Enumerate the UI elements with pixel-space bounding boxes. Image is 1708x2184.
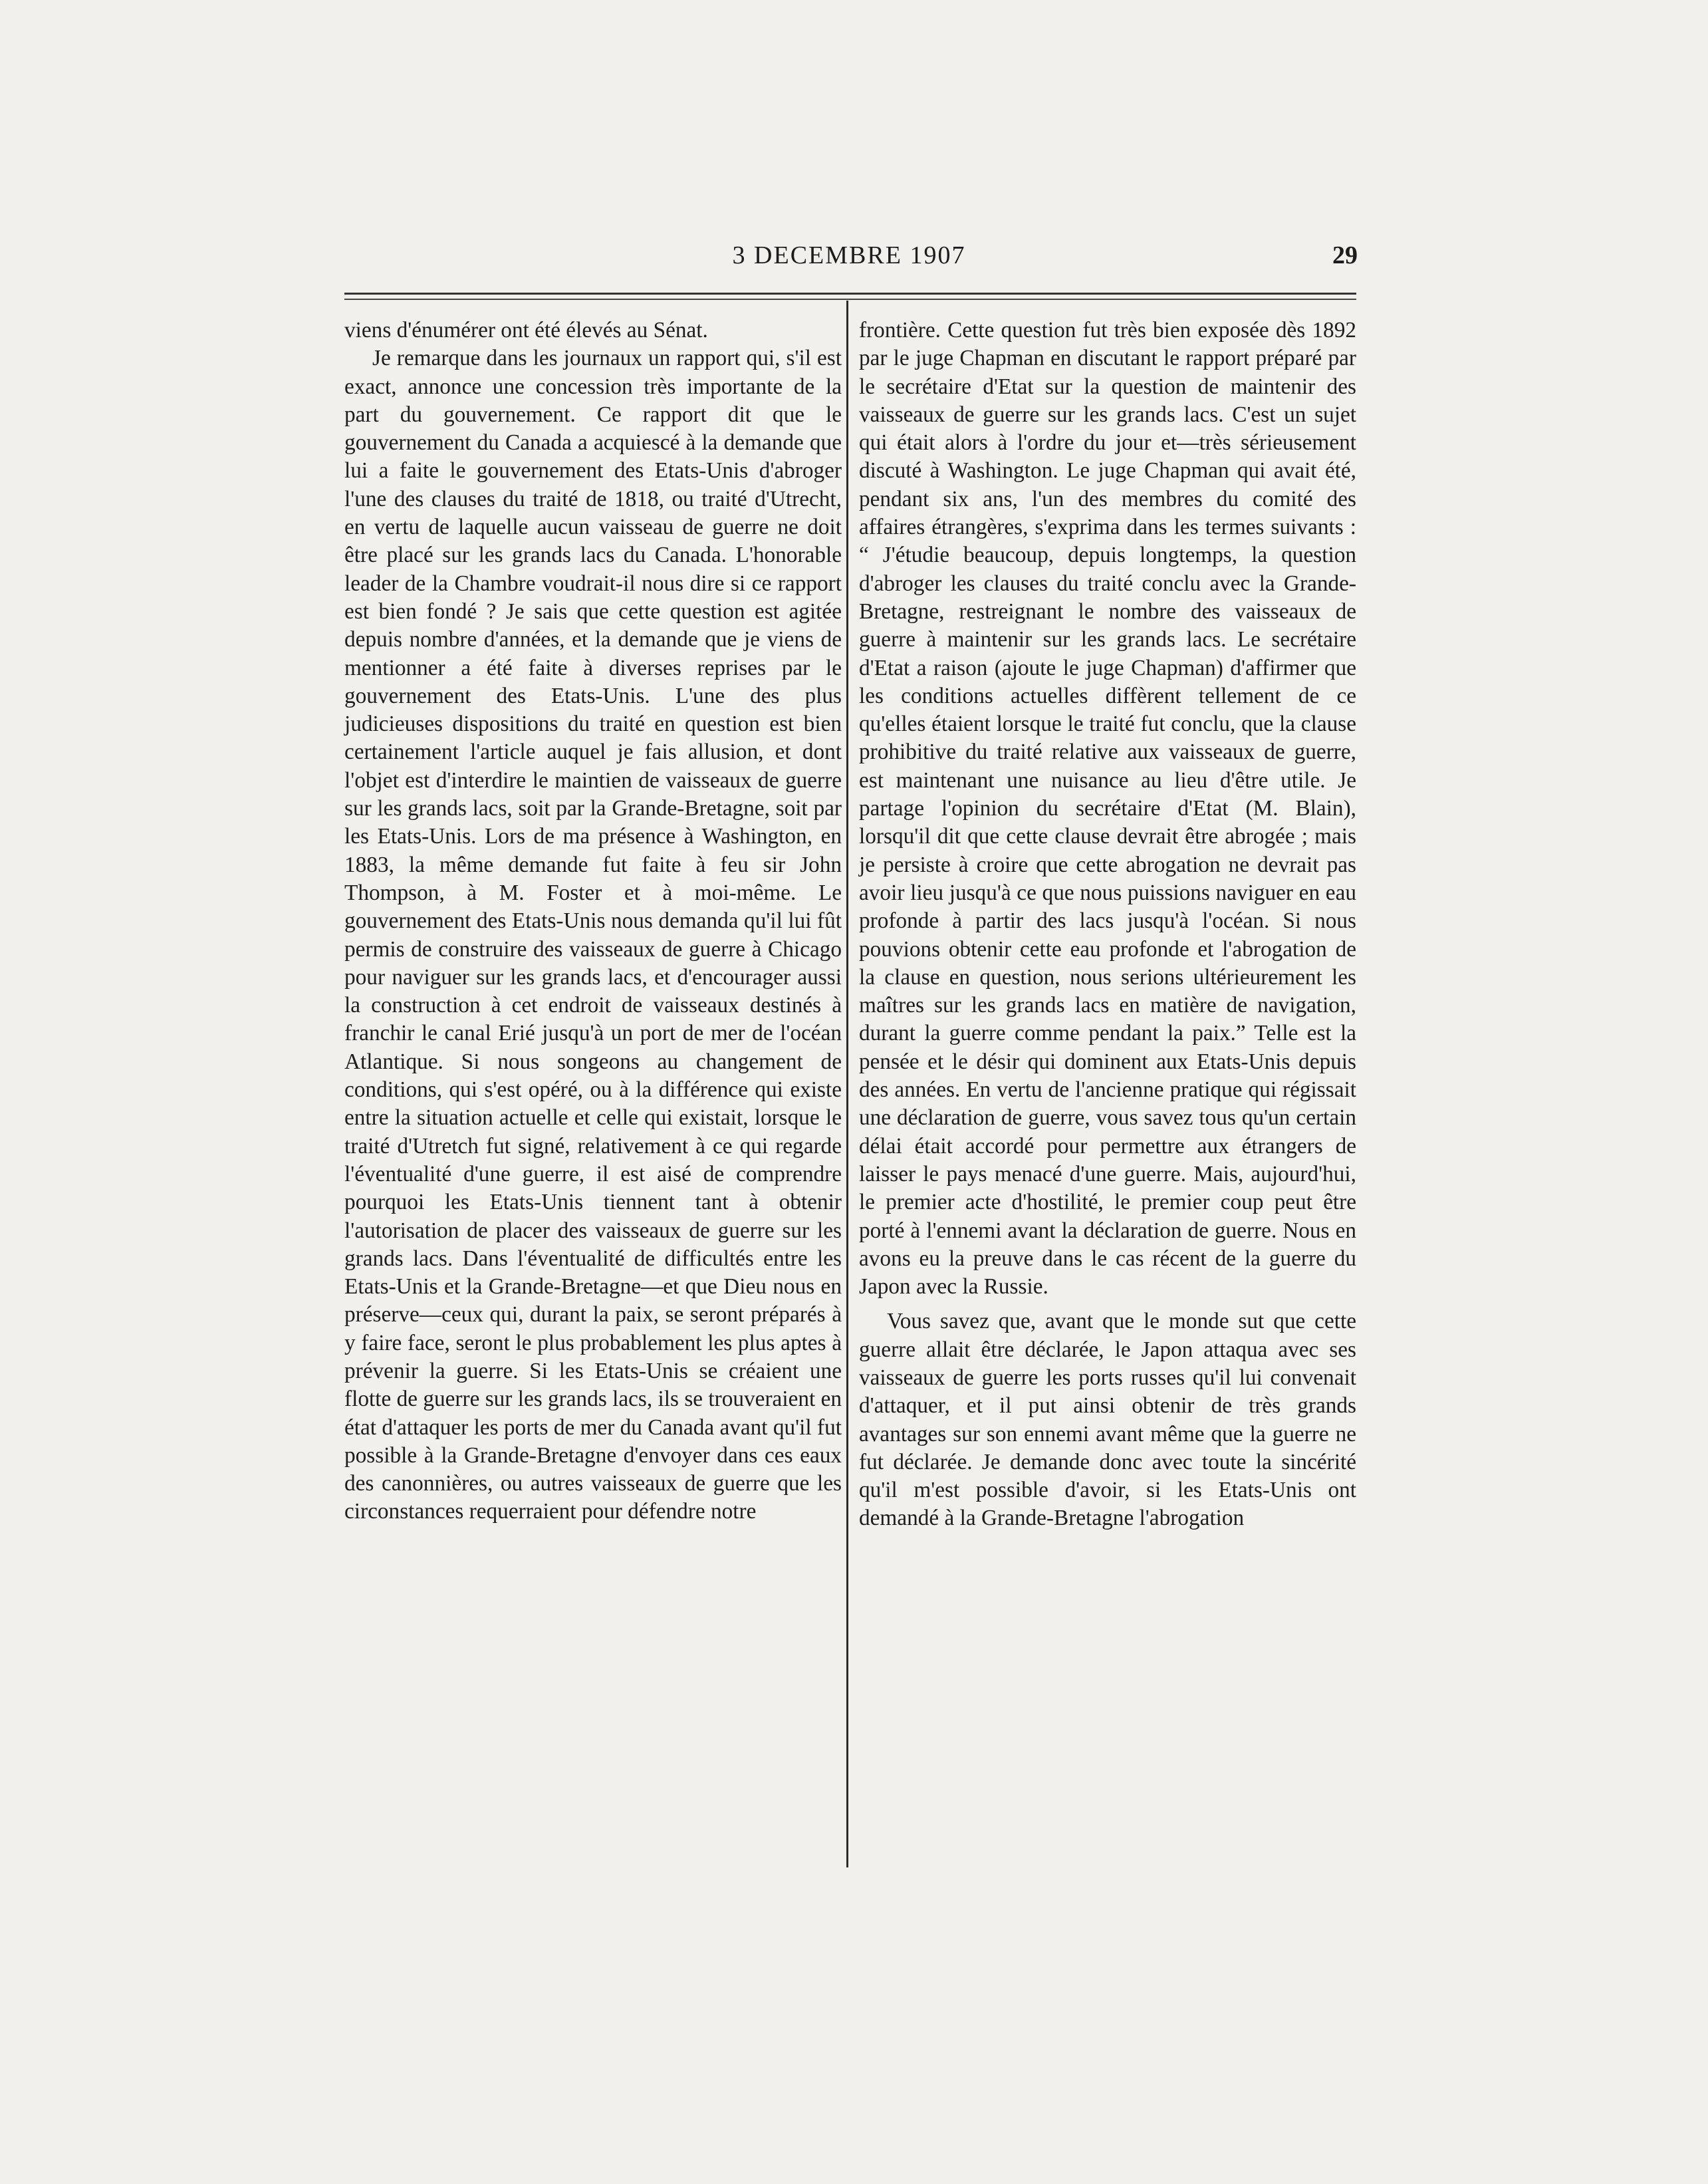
paragraph: viens d'énumérer ont été élevés au Sénat. [344,318,708,342]
header-rule-bottom [344,299,1356,300]
column-divider [846,301,848,1867]
text-column-right [859,317,1356,1533]
paragraph: Vous savez que, avant que le monde sut que cette guerre allait être déclarée, le Japon attaqua avec ses vaisseaux de guerre les ports russes qu'il lui convenait d'attaquer, et il put ainsi obtenir de très grands avantages sur son ennemi avant même que la guerre ne fut déclarée. Je demande donc avec toute la sincérité qu'il m'est possible d'avoir, si les Etats-Unis ont demandé à la Grande-Bretagne l'abrogation [859,1309,1356,1531]
text-column-left [344,317,842,1526]
page-header [340,237,1358,277]
header-rule-top [344,293,1356,295]
paragraph: Je remarque dans les journaux un rapport qui, s'il est exact, annonce une concession très importante de la part du gouvernement. Ce rapport dit que le gouvernement du Canada a acquiescé à la demande que lui a faite le gouvernement des Etats-Unis d'abroger l'une des clauses du traité de 1818, ou traité d'Utrecht, en vertu de laquelle aucun vaisseau de guerre ne doit être placé sur les grands lacs du Canada. L'honorable leader de la Chambre voudrait-il nous dire si ce rapport est bien fondé ? Je sais que cette question est agitée depuis nombre d'années, et la demande que je viens de mentionner a été faite à diverses reprises par le gouvernement des Etats-Unis. L'une des plus judicieuses dispositions du traité en question est bien certainement l'article auquel je fais allusion, et dont l'objet est d'interdire le maintien de vaisseaux de guerre sur les grands lacs, soit par la Grande-Bretagne, soit par les Etats-Unis. Lors de ma présence à Washington, en 1883, la même demande fut faite à feu sir John Thompson, à M. Foster et à moi-même. Le gouvernement des Etats-Unis nous demanda qu'il lui fût permis de construire des vaisseaux de guerre à Chicago pour naviguer sur les grands lacs, et d'encourager aussi la construction à cet endroit de vaisseaux destinés à franchir le canal Erié jusqu'à un port de mer de l'océan Atlantique. Si nous songeons au changement de conditions, qui s'est opéré, ou à la différence qui existe entre la situation actuelle et celle qui existait, lorsque le traité d'Utretch fut signé, relativement à ce qui regarde l'éventualité d'une guerre, il est aisé de comprendre pourquoi les Etats-Unis tiennent tant à obtenir l'autorisation de placer des vaisseaux de guerre sur les grands lacs. Dans l'éventualité de difficultés entre les Etats-Unis et la Grande-Bretagne—et que Dieu nous en préserve—ceux qui, durant la paix, se seront préparés à y faire face, seront le plus probablement les plus aptes à prévenir la guerre. Si les Etats-Unis se créaient une flotte de guerre sur les grands lacs, ils se trouveraient en état d'attaquer les ports de mer du Canada avant qu'il fut possible à la Grande-Bretagne d'envoyer dans ces eaux des canonnières, ou autres vaisseaux de guerre que les circonstances requerraient pour défendre notre [344,346,842,1524]
paragraph: frontière. Cette question fut très bien exposée dès 1892 par le juge Chapman en discutant le rapport préparé par le secrétaire d'Etat sur la question de maintenir des vaisseaux de guerre sur les grands lacs. C'est un sujet qui était alors à l'ordre du jour et—très sérieusement discuté à Washington. Le juge Chapman qui avait été, pendant six ans, l'un des membres du comité des affaires étrangères, s'exprima dans les termes suivants : “ J'étudie beaucoup, depuis longtemps, la question d'abroger les clauses du traité conclu avec la Grande-Bretagne, restreignant le nombre des vaisseaux de guerre à maintenir sur les grands lacs. Le secrétaire d'Etat a raison (ajoute le juge Chapman) d'affirmer que les conditions actuelles diffèrent tellement de ce qu'elles étaient lorsque le traité fut conclu, que la clause prohibitive du traité relative aux vaisseaux de guerre, est maintenant une nuisance au lieu d'être utile. Je partage l'opinion du secrétaire d'Etat (M. Blain), lorsqu'il dit que cette clause devrait être abrogée ; mais je persiste à croire que cette abrogation ne devrait pas avoir lieu jusqu'à ce que nous puissions naviguer en eau profonde à partir des lacs jusqu'à l'océan. Si nous pouvions obtenir cette eau profonde et l'abrogation de la clause en question, nous serions ultérieurement les maîtres sur les grands lacs en matière de navigation, durant la guerre comme pendant la paix.” Telle est la pensée et le désir qui dominent aux Etats-Unis depuis des années. En vertu de l'ancienne pratique qui régissait une déclaration de guerre, vous savez tous qu'un certain délai était accordé pour permettre aux étrangers de laisser le pays menacé d'une guerre. Mais, aujourd'hui, le premier acte d'hostilité, le premier coup peut être porté à l'ennemi avant la déclaration de guerre. Nous en avons eu la preuve dans le cas récent de la guerre du Japon avec la Russie. [859,318,1356,1299]
running-title: 3 DECEMBRE 1907 [732,241,966,269]
page-number: 29 [1332,241,1358,269]
